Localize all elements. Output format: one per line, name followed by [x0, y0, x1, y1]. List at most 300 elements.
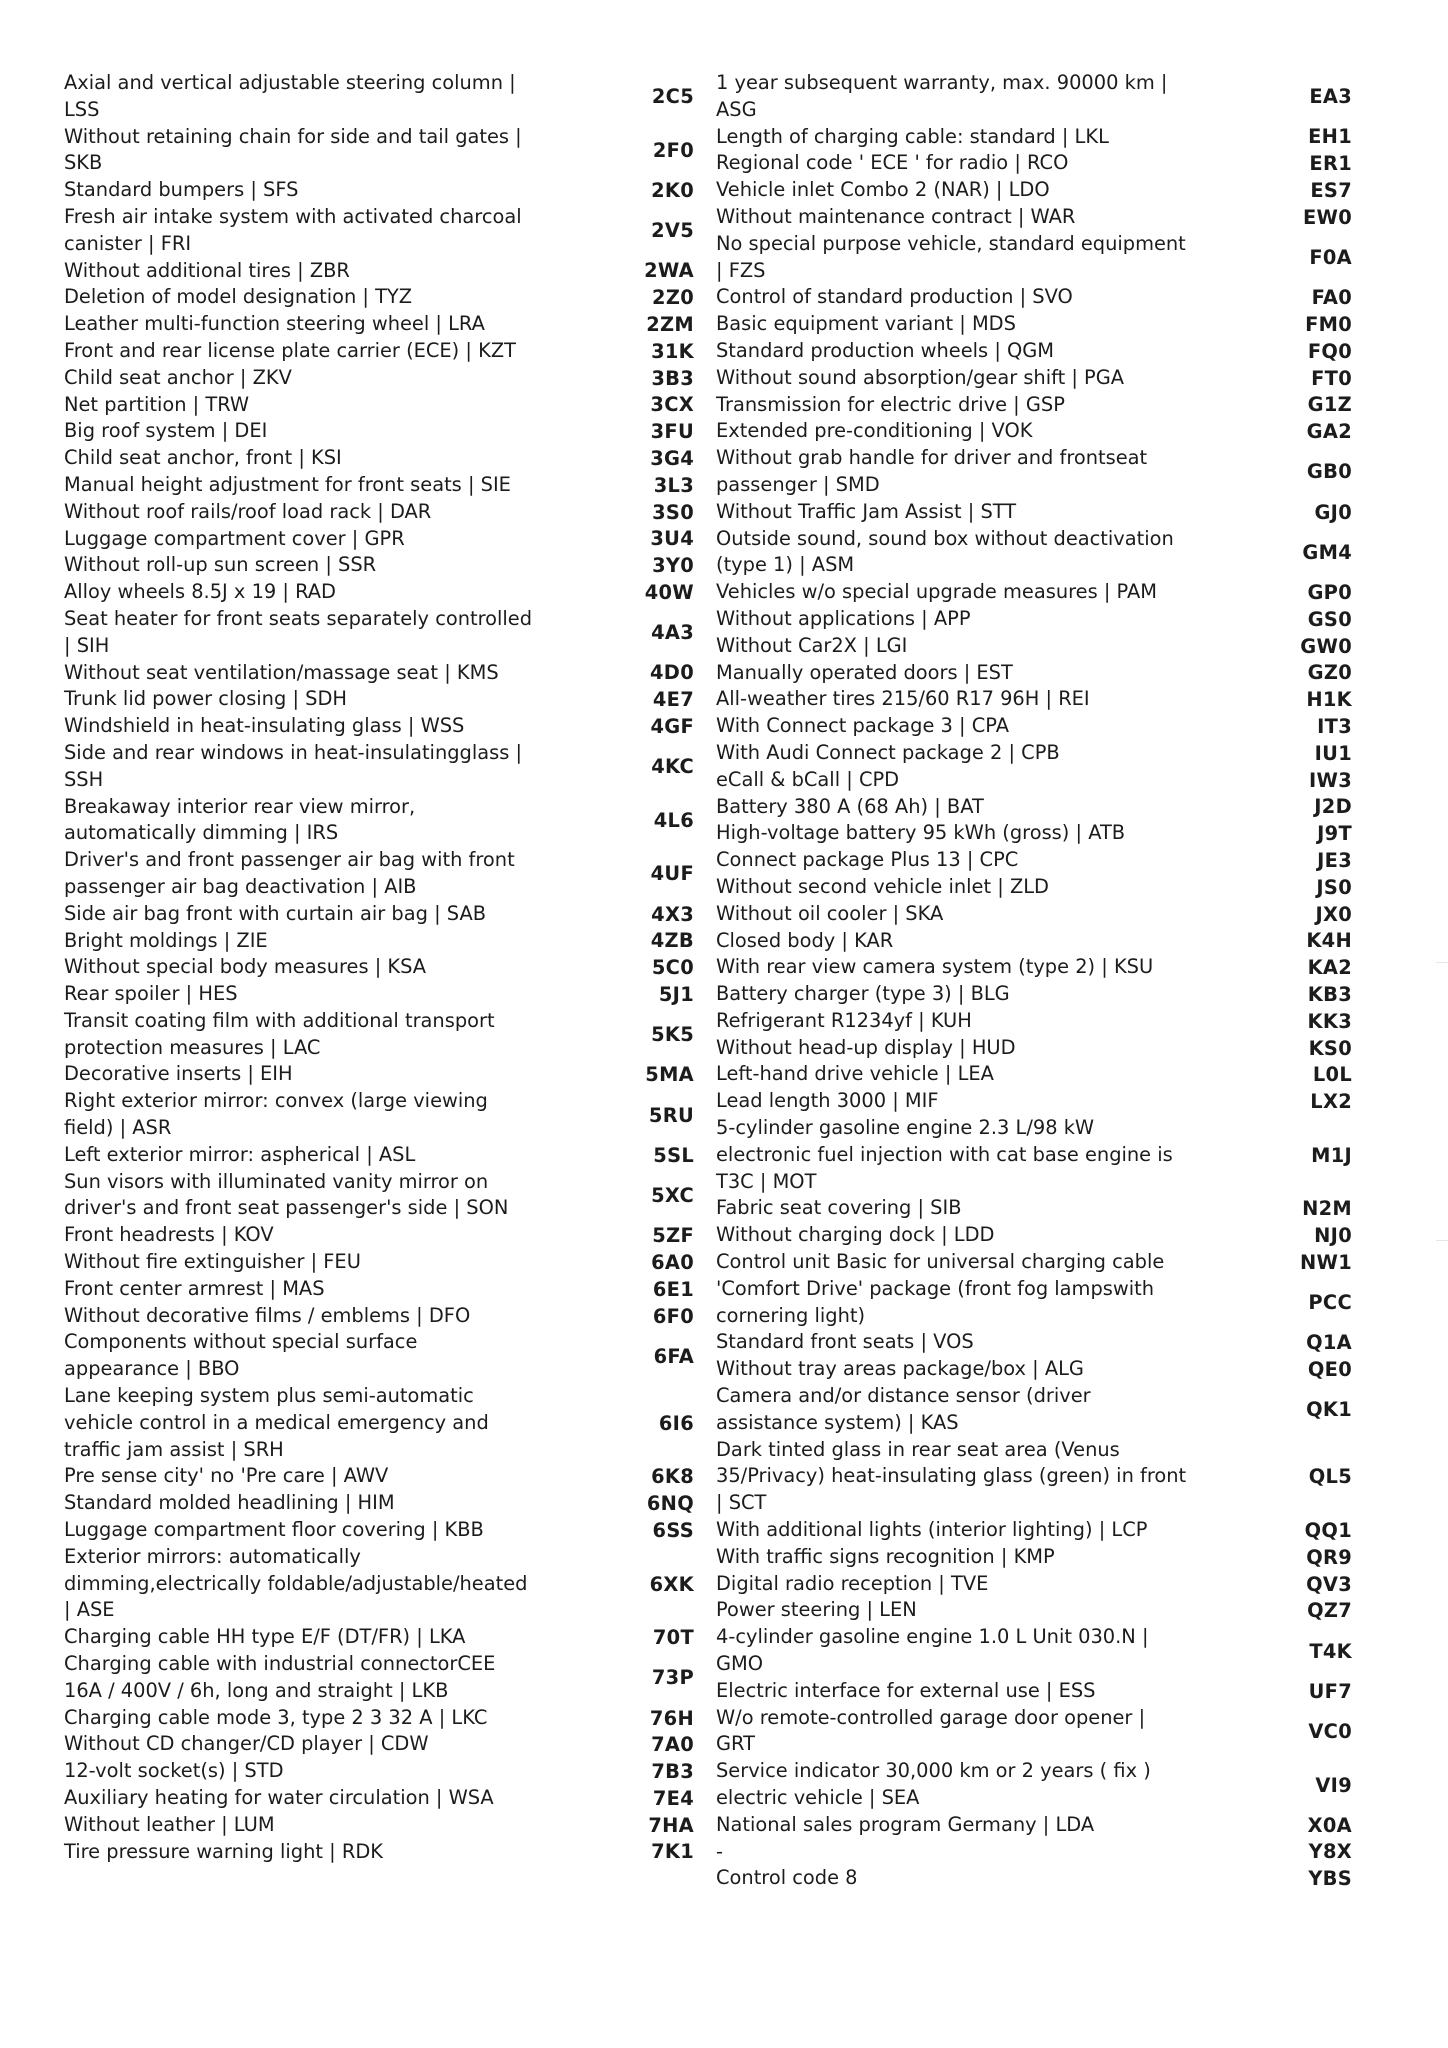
option-row	[716, 124, 1352, 151]
option-row	[716, 418, 1352, 445]
option-description: Front and rear license plate carrier (ECE) | KZT	[64, 338, 516, 362]
option-code: GM4	[1302, 540, 1352, 564]
option-code: QL5	[1308, 1465, 1352, 1489]
option-code: 5SL	[653, 1143, 694, 1167]
option-row	[716, 1865, 1352, 1892]
option-row	[716, 686, 1352, 713]
option-code: QR9	[1306, 1545, 1352, 1569]
scan-edge-mark	[1436, 1240, 1448, 1241]
option-code: 2ZM	[646, 313, 694, 337]
option-row	[716, 1678, 1352, 1705]
option-description: 1 year subsequent warranty, max. 90000 km | ASG	[716, 71, 1168, 121]
option-code: 5MA	[645, 1063, 694, 1087]
option-description: Standard molded headlining | HIM	[64, 1491, 395, 1515]
option-row	[64, 204, 694, 258]
option-code: 4L6	[653, 808, 694, 832]
option-description: Without CD changer/CD player | CDW	[64, 1732, 429, 1756]
option-code: JE3	[1317, 849, 1352, 872]
option-code: ES7	[1310, 179, 1352, 203]
option-row	[716, 660, 1352, 687]
left-option-column	[64, 70, 694, 1865]
option-row	[716, 1597, 1352, 1624]
option-code: FT0	[1311, 366, 1352, 390]
option-row	[64, 1463, 694, 1490]
option-description: Manually operated doors | EST	[716, 660, 1013, 684]
option-row	[716, 633, 1352, 660]
option-code: T4K	[1309, 1639, 1352, 1663]
option-code: 3FU	[650, 420, 694, 444]
option-code: X0A	[1307, 1813, 1352, 1837]
option-code: GS0	[1307, 607, 1352, 631]
option-code: 3G4	[650, 447, 694, 471]
option-code: QQ1	[1304, 1518, 1352, 1542]
option-code: GZ0	[1307, 661, 1352, 685]
option-code: JX0	[1315, 902, 1352, 926]
option-row	[716, 445, 1352, 499]
option-code: KB3	[1307, 982, 1352, 1006]
option-row	[716, 954, 1352, 981]
option-code: 76H	[649, 1706, 694, 1730]
option-code: UF7	[1308, 1679, 1352, 1703]
option-row	[716, 928, 1352, 955]
option-row	[716, 526, 1352, 580]
option-description: Left exterior mirror: aspherical | ASL	[64, 1142, 416, 1166]
option-code: IT3	[1317, 715, 1352, 739]
option-description: W/o remote-controlled garage door opener | GRT	[716, 1705, 1146, 1756]
option-description: Charging cable HH type E/F (DT/FR) | LKA	[64, 1625, 466, 1649]
option-row	[64, 954, 694, 981]
option-code: FA0	[1311, 286, 1352, 310]
option-description: Regional code ' ECE ' for radio | RCO	[716, 151, 1069, 175]
option-row	[64, 1490, 694, 1517]
option-row	[64, 1517, 694, 1544]
option-code: 6NQ	[646, 1492, 694, 1516]
option-code: N2M	[1302, 1197, 1352, 1221]
option-code: 6FA	[653, 1344, 694, 1368]
option-description: 'Comfort Drive' package (front fog lampswith cornering light)	[716, 1276, 1154, 1327]
option-row	[716, 177, 1352, 204]
option-description: Electric interface for external use | ESS	[716, 1678, 1096, 1702]
option-row	[716, 150, 1352, 177]
option-code: FM0	[1305, 313, 1352, 337]
option-code: Q1A	[1306, 1331, 1352, 1355]
option-description: 4-cylinder gasoline engine 1.0 L Unit 030.N | GMO	[716, 1625, 1149, 1676]
option-row	[716, 1758, 1352, 1812]
option-code: 5C0	[651, 956, 694, 980]
option-description: Alloy wheels 8.5J x 19 | RAD	[64, 580, 336, 604]
option-row	[716, 311, 1352, 338]
option-code: 2K0	[651, 179, 694, 203]
option-code: 4KC	[651, 755, 694, 779]
option-row	[716, 981, 1352, 1008]
option-code: 7B3	[651, 1760, 694, 1784]
option-row	[64, 1061, 694, 1088]
option-description: Luggage compartment cover | GPR	[64, 526, 405, 550]
option-row	[64, 1142, 694, 1169]
option-description: Windshield in heat-insulating glass | WSS	[64, 714, 465, 738]
option-code: FQ0	[1307, 339, 1352, 363]
option-code: L0L	[1312, 1063, 1352, 1087]
option-code: KS0	[1308, 1036, 1352, 1060]
option-row	[716, 1329, 1352, 1356]
option-description: Without seat ventilation/massage seat | KMS	[64, 660, 499, 684]
option-row	[64, 445, 694, 472]
option-description: Without decorative films / emblems | DFO	[64, 1303, 471, 1327]
option-description: Control of standard production | SVO	[716, 285, 1073, 309]
option-code: 4UF	[650, 862, 694, 886]
option-description: Camera and/or distance sensor (driver assistance system) | KAS	[716, 1384, 1091, 1434]
option-description: 12-volt socket(s) | STD	[64, 1759, 284, 1783]
option-row	[64, 1249, 694, 1276]
option-row	[64, 526, 694, 553]
option-row	[716, 1571, 1352, 1598]
option-description: With additional lights (interior lighting) | LCP	[716, 1518, 1148, 1542]
option-description: With traffic signs recognition | KMP	[716, 1544, 1055, 1568]
option-description: Without Traffic Jam Assist | STT	[716, 499, 1017, 523]
option-description: National sales program Germany | LDA	[716, 1812, 1095, 1836]
option-description: -	[716, 1839, 723, 1863]
option-code: 3CX	[650, 393, 694, 417]
option-description: All-weather tires 215/60 R17 96H | REI	[716, 687, 1090, 711]
option-description: Fabric seat covering | SIB	[716, 1196, 962, 1220]
option-description: Deletion of model designation | TYZ	[64, 285, 413, 309]
option-row	[64, 1544, 694, 1624]
option-code: 40W	[644, 581, 694, 605]
option-code: 2Z0	[652, 286, 694, 310]
option-description: Without additional tires | ZBR	[64, 258, 350, 282]
option-row	[64, 392, 694, 419]
option-row	[64, 660, 694, 687]
option-description: Connect package Plus 13 | CPC	[716, 848, 1019, 872]
option-row	[716, 1088, 1352, 1115]
option-description: Without charging dock | LDD	[716, 1223, 995, 1247]
option-row	[64, 338, 694, 365]
option-description: No special purpose vehicle, standard equipment | FZS	[716, 231, 1186, 282]
option-description: Right exterior mirror: convex (large viewing field) | ASR	[64, 1089, 488, 1140]
option-description: Axial and vertical adjustable steering column | LSS	[64, 71, 516, 121]
option-description: Lane keeping system plus semi-automatic vehicle control in a medical emergency and traffic jam assist | SRH	[64, 1384, 489, 1461]
option-row	[64, 284, 694, 311]
option-code: G1Z	[1307, 393, 1352, 417]
option-description: Side and rear windows in heat-insulatingglass | SSH	[64, 740, 523, 791]
option-code: 5K5	[651, 1023, 694, 1047]
option-code: 3Y0	[652, 554, 694, 578]
option-code: ER1	[1309, 152, 1352, 176]
option-description: Length of charging cable: standard | LKL	[716, 124, 1109, 148]
option-description: Digital radio reception | TVE	[716, 1571, 989, 1595]
option-code: 4E7	[652, 688, 694, 712]
option-row	[716, 847, 1352, 874]
option-description: Front headrests | KOV	[64, 1223, 274, 1247]
option-description: Vehicles w/o special upgrade measures | PAM	[716, 580, 1157, 604]
option-description: Without head-up display | HUD	[716, 1035, 1016, 1059]
option-description: Closed body | KAR	[716, 928, 894, 952]
option-code: 6A0	[651, 1250, 694, 1274]
option-code: 6I6	[658, 1411, 694, 1435]
option-row	[716, 1812, 1352, 1839]
option-description: Without fire extinguisher | FEU	[64, 1250, 361, 1274]
option-row	[64, 552, 694, 579]
option-description: High-voltage battery 95 kWh (gross) | ATB	[716, 821, 1126, 845]
option-code: KA2	[1307, 956, 1352, 980]
option-code: KK3	[1307, 1009, 1352, 1033]
option-code: 2F0	[652, 138, 694, 162]
option-code: EA3	[1309, 85, 1352, 109]
option-code: 3U4	[650, 527, 694, 551]
option-code: YBS	[1308, 1867, 1352, 1891]
option-row	[716, 1624, 1352, 1678]
option-code: NJ0	[1314, 1224, 1352, 1248]
option-code: GA2	[1306, 420, 1352, 444]
option-description: Components without special surface appearance | BBO	[64, 1330, 418, 1381]
option-code: 2V5	[651, 219, 694, 243]
option-code: GP0	[1307, 581, 1352, 605]
option-row	[64, 70, 694, 124]
option-code: 4D0	[650, 661, 694, 685]
option-row	[716, 338, 1352, 365]
option-description: Rear spoiler | HES	[64, 982, 238, 1006]
option-description: Battery 380 A (68 Ah) | BAT	[716, 794, 984, 818]
option-row	[64, 1088, 694, 1142]
option-row	[64, 1839, 694, 1866]
option-code: M1J	[1311, 1143, 1352, 1167]
option-code: 4ZB	[650, 929, 694, 953]
option-row	[716, 1008, 1352, 1035]
option-row	[716, 284, 1352, 311]
option-code: 6K8	[651, 1465, 694, 1489]
option-row	[716, 392, 1352, 419]
option-code: K4H	[1306, 929, 1352, 953]
option-description: Without sound absorption/gear shift | PGA	[716, 365, 1125, 389]
option-description: Without applications | APP	[716, 606, 971, 630]
option-row	[64, 686, 694, 713]
option-code: 2C5	[651, 85, 694, 109]
option-code: GW0	[1300, 634, 1352, 658]
option-code: 4A3	[651, 621, 694, 645]
option-code: JS0	[1316, 875, 1352, 899]
option-row	[64, 124, 694, 178]
option-description: Without roll-up sun screen | SSR	[64, 553, 377, 577]
option-row	[716, 740, 1352, 767]
option-row	[64, 901, 694, 928]
option-description: Refrigerant R1234yf | KUH	[716, 1008, 972, 1032]
option-description: Vehicle inlet Combo 2 (NAR) | LDO	[716, 178, 1050, 202]
option-code: F0A	[1309, 246, 1352, 270]
option-row	[64, 1731, 694, 1758]
scan-edge-mark	[1436, 962, 1448, 963]
option-row	[64, 1785, 694, 1812]
option-code: QV3	[1306, 1572, 1352, 1596]
option-description: Left-hand drive vehicle | LEA	[716, 1062, 994, 1086]
option-row	[64, 1329, 694, 1383]
option-row	[64, 794, 694, 848]
option-description: Charging cable mode 3, type 2 3 32 A | LKC	[64, 1705, 488, 1729]
option-row	[64, 1651, 694, 1705]
option-code: QZ7	[1307, 1599, 1352, 1623]
option-description: Manual height adjustment for front seats | SIE	[64, 472, 511, 496]
option-code: PCC	[1308, 1291, 1352, 1315]
option-description: Luggage compartment floor covering | KBB	[64, 1518, 484, 1542]
option-code: EH1	[1308, 125, 1352, 149]
option-row	[64, 311, 694, 338]
option-description: Front center armrest | MAS	[64, 1276, 325, 1300]
option-code: GJ0	[1314, 500, 1352, 524]
option-description: Auxiliary heating for water circulation | WSA	[64, 1786, 494, 1809]
option-description: Extended pre-conditioning | VOK	[716, 419, 1033, 443]
option-code: 7A0	[651, 1733, 694, 1757]
option-description: Without retaining chain for side and tail gates | SKB	[64, 124, 522, 175]
option-row	[716, 1115, 1352, 1195]
option-description: With Connect package 3 | CPA	[716, 714, 1010, 738]
option-description: Basic equipment variant | MDS	[716, 312, 1016, 336]
option-code: IW3	[1309, 768, 1352, 792]
option-code: 5XC	[651, 1183, 694, 1207]
option-code: 5RU	[648, 1103, 694, 1127]
option-description: Bright moldings | ZIE	[64, 928, 268, 952]
option-row	[716, 1839, 1352, 1866]
option-description: Outside sound, sound box without deactivation (type 1) | ASM	[716, 526, 1174, 577]
option-description: Standard bumpers | SFS	[64, 178, 299, 202]
option-description: Charging cable with industrial connectorCEE 16A / 400V / 6h, long and straight | LKB	[64, 1652, 496, 1702]
option-description: Decorative inserts | EIH	[64, 1062, 293, 1086]
option-code: LX2	[1310, 1090, 1352, 1114]
option-row	[64, 928, 694, 955]
option-code: 2WA	[644, 259, 694, 283]
option-row	[64, 1303, 694, 1330]
right-option-column	[716, 70, 1352, 1892]
option-code: 6SS	[652, 1518, 694, 1542]
option-description: Pre sense city' no 'Pre care | AWV	[64, 1464, 389, 1488]
option-code: Y8X	[1308, 1840, 1352, 1864]
option-code: 3L3	[653, 473, 694, 497]
option-description: Exterior mirrors: automatically dimming,electrically foldable/adjustable/heated | ASE	[64, 1544, 528, 1622]
option-description: Net partition | TRW	[64, 392, 250, 416]
option-description: Control code 8	[716, 1866, 858, 1890]
option-description: Fresh air intake system with activated charcoal canister | FRI	[64, 204, 522, 255]
option-row	[716, 70, 1352, 124]
option-description: Driver's and front passenger air bag with front passenger air bag deactivation | AIB	[64, 848, 515, 898]
option-code: QK1	[1306, 1398, 1352, 1422]
option-description: Without maintenance contract | WAR	[716, 204, 1076, 228]
option-description: Trunk lid power closing | SDH	[64, 687, 347, 711]
option-description: Seat heater for front seats separately controlled | SIH	[64, 606, 533, 657]
option-code: 7K1	[651, 1840, 694, 1864]
option-description: Without oil cooler | SKA	[716, 901, 944, 925]
option-code: IU1	[1314, 741, 1352, 765]
option-description: Dark tinted glass in rear seat area (Venus 35/Privacy) heat-insulating glass (green) in front | SCT	[716, 1437, 1187, 1515]
option-description: Service indicator 30,000 km or 2 years ( fix ) electric vehicle | SEA	[716, 1759, 1151, 1809]
option-code: VI9	[1315, 1773, 1352, 1797]
option-description: Lead length 3000 | MIF	[716, 1089, 939, 1113]
option-code: 6F0	[652, 1304, 694, 1328]
option-row	[716, 1276, 1352, 1330]
option-description: Without roof rails/roof load rack | DAR	[64, 499, 432, 523]
option-row	[716, 1061, 1352, 1088]
option-description: Power steering | LEN	[716, 1598, 917, 1622]
option-row	[716, 1356, 1352, 1383]
option-row	[64, 472, 694, 499]
option-code: J9T	[1317, 822, 1352, 846]
option-row	[64, 1008, 694, 1062]
option-code: 4GF	[650, 715, 694, 739]
option-code: 7HA	[648, 1813, 694, 1837]
option-description: Sun visors with illuminated vanity mirror on driver's and front seat passenger's side | SON	[64, 1169, 509, 1220]
option-row	[716, 1705, 1352, 1759]
option-description: Transmission for electric drive | GSP	[716, 392, 1065, 416]
option-code: H1K	[1306, 688, 1352, 712]
option-row	[716, 1035, 1352, 1062]
option-code: 3B3	[651, 366, 694, 390]
option-description: Tire pressure warning light | RDK	[64, 1839, 383, 1863]
option-row	[64, 606, 694, 660]
option-row	[64, 847, 694, 901]
option-row	[716, 820, 1352, 847]
option-row	[64, 1276, 694, 1303]
option-row	[64, 981, 694, 1008]
option-code: 4X3	[651, 902, 694, 926]
option-description: With rear view camera system (type 2) | KSU	[716, 955, 1154, 979]
option-row	[64, 365, 694, 392]
option-description: Standard production wheels | QGM	[716, 338, 1055, 362]
option-row	[716, 874, 1352, 901]
option-row	[716, 606, 1352, 633]
option-row	[716, 499, 1352, 526]
option-code: 7E4	[652, 1786, 694, 1810]
option-row	[716, 204, 1352, 231]
option-code: 31K	[651, 339, 694, 363]
option-row	[64, 1383, 694, 1463]
option-row	[64, 177, 694, 204]
option-description: Big roof system | DEI	[64, 419, 268, 443]
option-row	[716, 713, 1352, 740]
option-row	[64, 1758, 694, 1785]
option-row	[716, 1544, 1352, 1571]
option-row	[64, 258, 694, 285]
option-description: Without tray areas package/box | ALG	[716, 1357, 1084, 1381]
option-row	[64, 418, 694, 445]
option-code: GB0	[1306, 460, 1352, 484]
option-description: Without second vehicle inlet | ZLD	[716, 874, 1049, 898]
option-description: Without leather | LUM	[64, 1812, 275, 1836]
option-row	[716, 1222, 1352, 1249]
option-code: VC0	[1308, 1719, 1352, 1743]
option-description: Control unit Basic for universal charging cable	[716, 1250, 1165, 1274]
option-code: J2D	[1314, 795, 1352, 819]
option-row	[716, 767, 1352, 794]
option-row	[64, 1812, 694, 1839]
option-row	[64, 499, 694, 526]
option-code: 70T	[652, 1626, 694, 1650]
option-row	[716, 231, 1352, 285]
option-code: 6E1	[652, 1277, 694, 1301]
option-row	[64, 740, 694, 794]
option-code: NW1	[1299, 1250, 1352, 1274]
option-description: With Audi Connect package 2 | CPB	[716, 740, 1060, 764]
option-description: eCall & bCall | CPD	[716, 767, 900, 791]
option-row	[716, 1249, 1352, 1276]
option-row	[64, 1624, 694, 1651]
option-code: 3S0	[652, 500, 694, 524]
option-row	[716, 1517, 1352, 1544]
option-description: Without Car2X | LGI	[716, 633, 908, 657]
option-row	[716, 579, 1352, 606]
option-row	[716, 1195, 1352, 1222]
option-description: Battery charger (type 3) | BLG	[716, 982, 1010, 1006]
option-row	[64, 1169, 694, 1223]
option-row	[716, 901, 1352, 928]
option-description: Transit coating film with additional transport protection measures | LAC	[64, 1008, 495, 1059]
option-row	[64, 579, 694, 606]
